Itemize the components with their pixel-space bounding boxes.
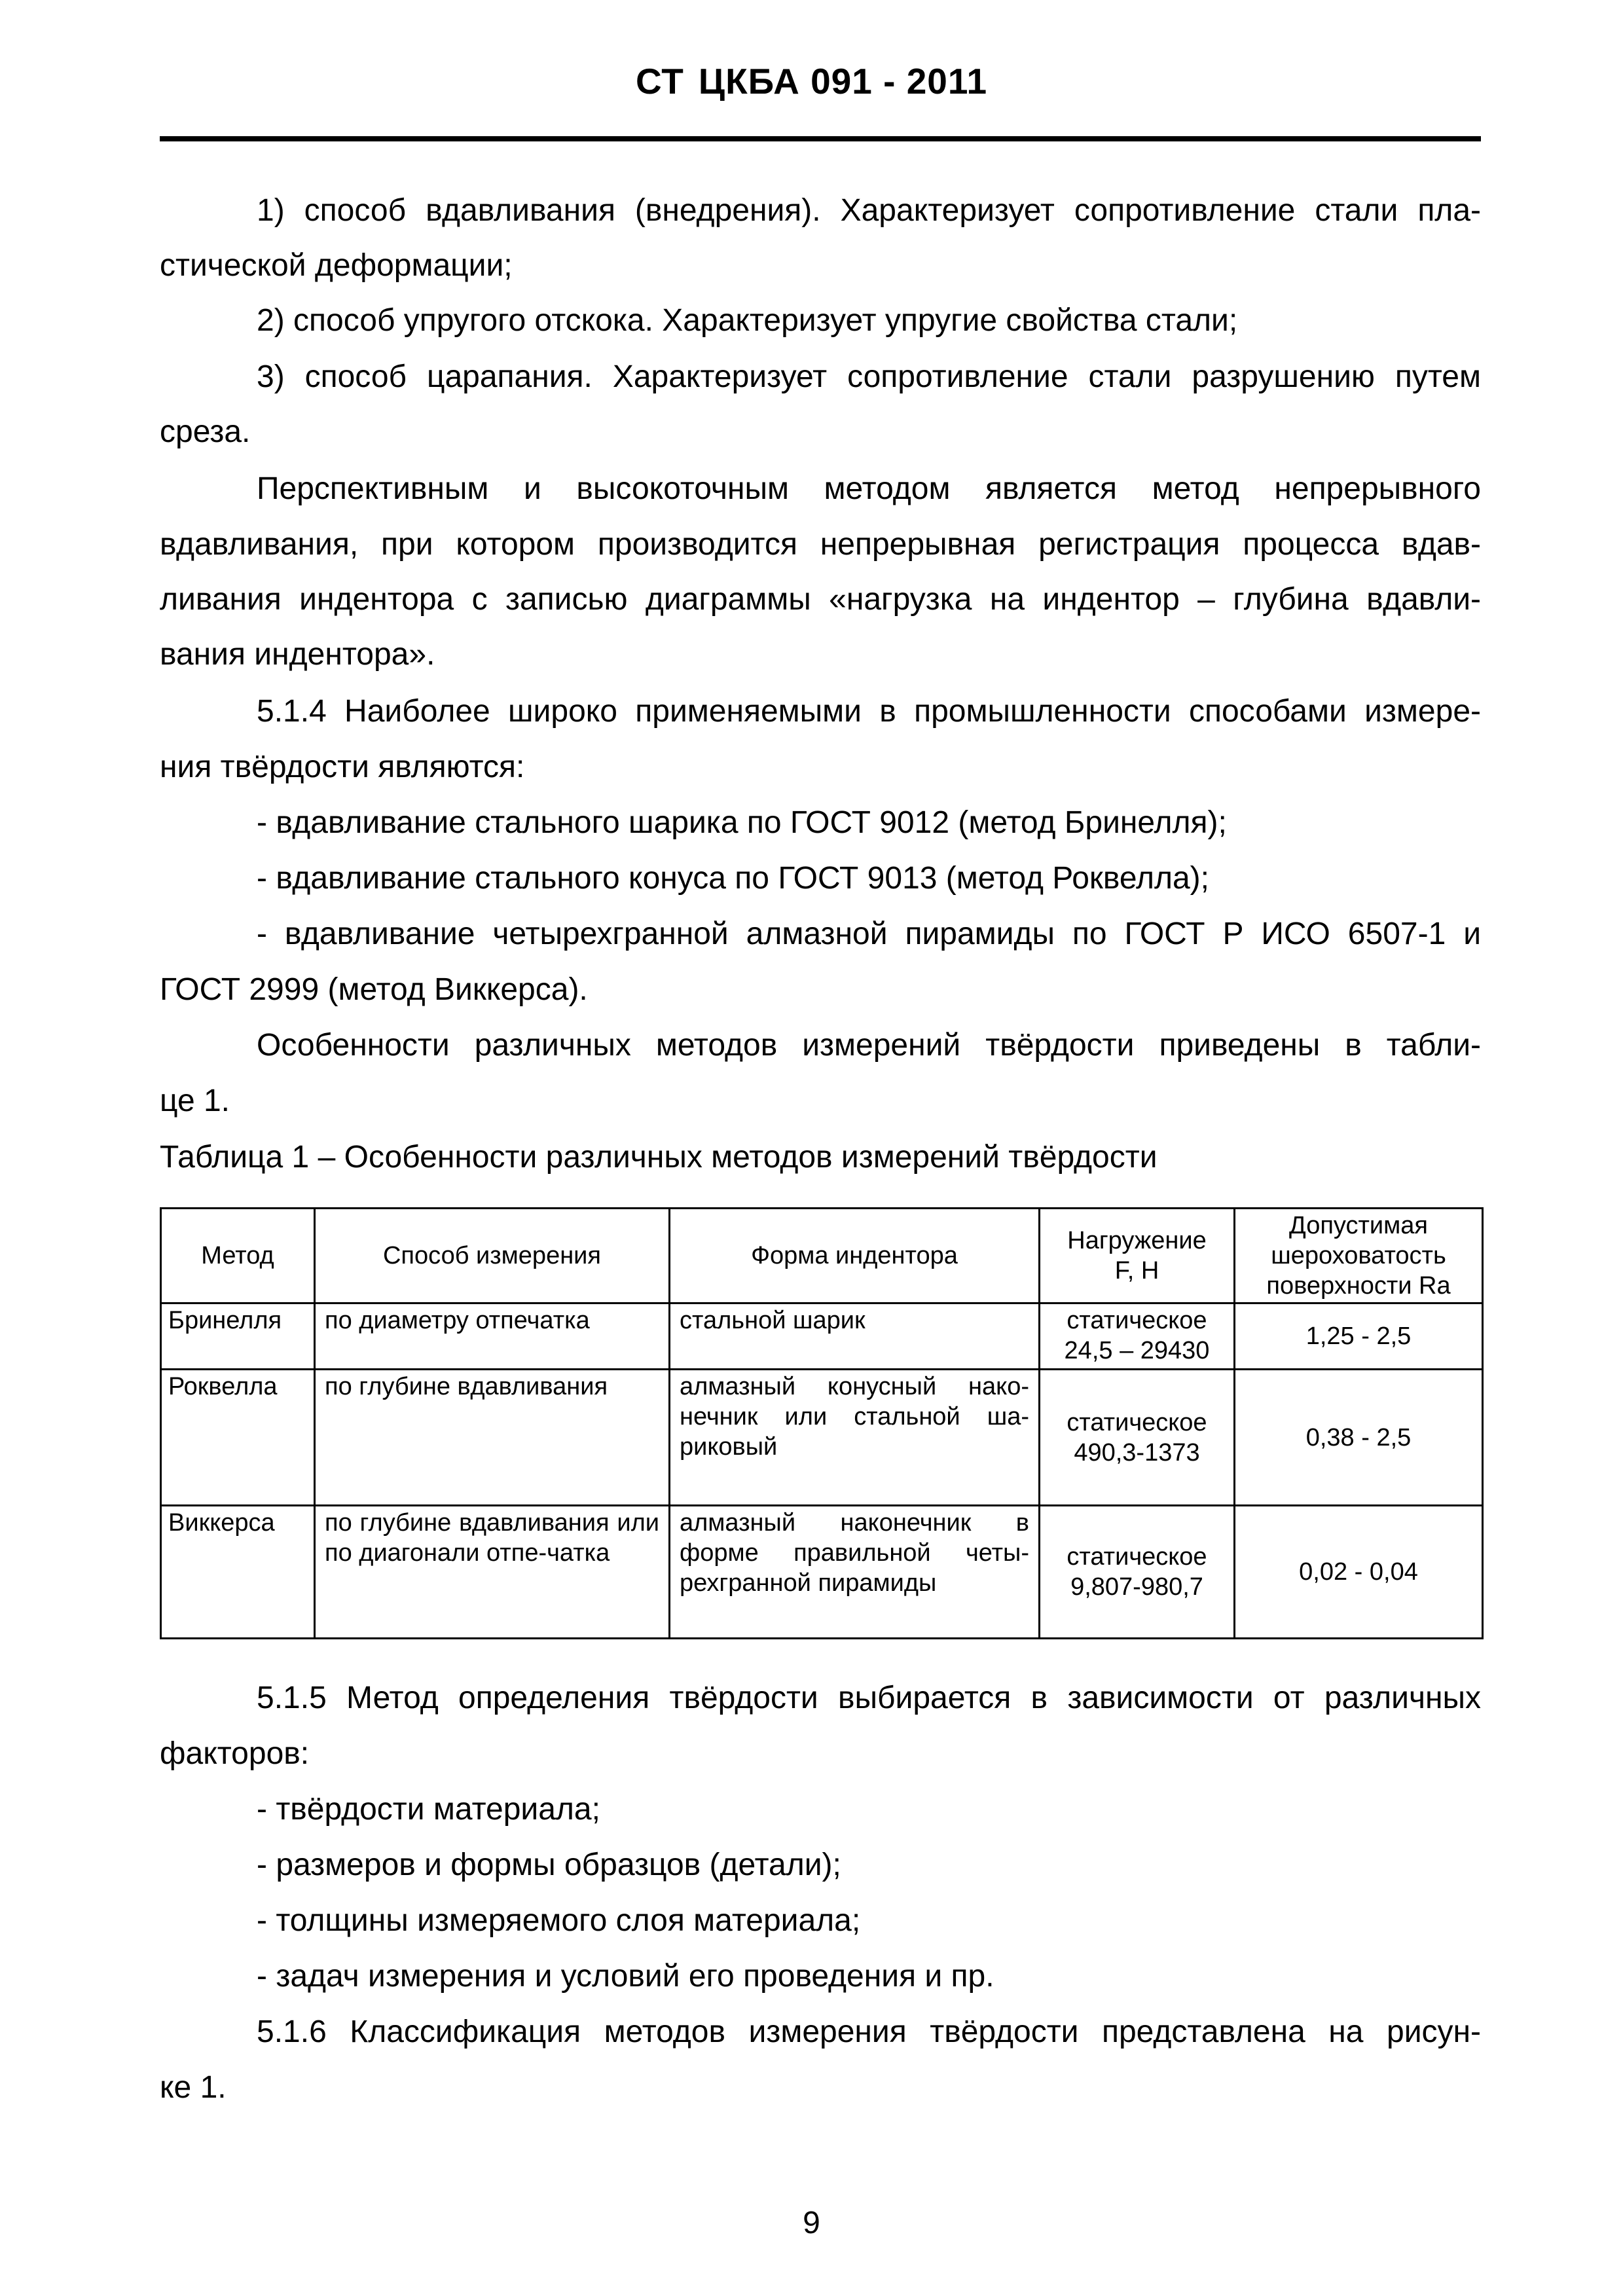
paragraph-line: 2) способ упругого отскока. Характеризует упругие свойства стали; bbox=[257, 303, 1238, 338]
table-row bbox=[161, 1303, 1483, 1370]
list-item: - вдавливание четырехгранной алмазной пирамиды по ГОСТ Р ИСО 6507-1 и bbox=[257, 917, 1481, 951]
doc-code-prefix: СТ bbox=[635, 61, 684, 101]
paragraph-line: 5.1.6 Классификация методов измерения твёрдости представлена на рисун- bbox=[257, 2014, 1481, 2049]
cell-method: Виккерса bbox=[161, 1506, 315, 1639]
list-item: ГОСТ 2999 (метод Виккерса). bbox=[160, 972, 588, 1007]
column-header-way: Способ измерения bbox=[315, 1209, 670, 1303]
table-caption: Таблица 1 – Особенности различных методов измерений твёрдости bbox=[160, 1140, 1158, 1175]
cell-load: статическое 9,807-980,7 bbox=[1040, 1506, 1235, 1639]
paragraph-line: це 1. bbox=[160, 1084, 230, 1118]
paragraph-line: ливания индентора с записью диаграммы «нагрузка на индентор – глубина вдавли- bbox=[160, 582, 1481, 617]
paragraph-line: ния твёрдости являются: bbox=[160, 750, 525, 784]
paragraph-line: вания индентора». bbox=[160, 637, 435, 672]
paragraph-line: 5.1.5 Метод определения твёрдости выбирается в зависимости от различных bbox=[257, 1681, 1481, 1715]
cell-way: по глубине вдавливания или по диагонали отпе-чатка bbox=[315, 1506, 670, 1639]
list-item: - твёрдости материала; bbox=[257, 1792, 600, 1827]
cell-roughness: 0,02 - 0,04 bbox=[1235, 1506, 1483, 1639]
cell-way: по диаметру отпечатка bbox=[315, 1303, 670, 1370]
paragraph-line: ке 1. bbox=[160, 2070, 227, 2105]
paragraph-line: 5.1.4 Наиболее широко применяемыми в промышленности способами измере- bbox=[257, 694, 1481, 729]
paragraph-line: Особенности различных методов измерений твёрдости приведены в табли- bbox=[257, 1028, 1481, 1063]
cell-method: Бринелля bbox=[161, 1303, 315, 1370]
list-item: - вдавливание стального конуса по ГОСТ 9013 (метод Роквелла); bbox=[257, 861, 1209, 896]
paragraph-line: стической деформации; bbox=[160, 248, 513, 283]
table-row bbox=[161, 1370, 1483, 1506]
document-header bbox=[0, 60, 1623, 102]
cell-way: по глубине вдавливания bbox=[315, 1370, 670, 1506]
paragraph-line: 3) способ царапания. Характеризует сопротивление стали разрушению путем bbox=[257, 359, 1481, 394]
cell-method: Роквелла bbox=[161, 1370, 315, 1506]
cell-roughness: 1,25 - 2,5 bbox=[1235, 1303, 1483, 1370]
list-item: - задач измерения и условий его проведения и пр. bbox=[257, 1959, 994, 1994]
list-item: - толщины измеряемого слоя материала; bbox=[257, 1903, 861, 1938]
cell-indenter: алмазный наконечник в форме правильной четы-рехгранной пирамиды bbox=[670, 1506, 1040, 1639]
list-item: - размеров и формы образцов (детали); bbox=[257, 1848, 841, 1882]
paragraph-line: 1) способ вдавливания (внедрения). Характеризует сопротивление стали пла- bbox=[257, 193, 1481, 228]
column-header-roughness: Допустимая шероховатость поверхности Ra bbox=[1235, 1209, 1483, 1303]
doc-code: ЦКБА 091 - 2011 bbox=[698, 61, 988, 101]
table-header-row bbox=[161, 1209, 1483, 1303]
paragraph-line: факторов: bbox=[160, 1736, 310, 1771]
cell-roughness: 0,38 - 2,5 bbox=[1235, 1370, 1483, 1506]
hardness-methods-table bbox=[160, 1207, 1484, 1639]
cell-indenter: стальной шарик bbox=[670, 1303, 1040, 1370]
column-header-indenter: Форма индентора bbox=[670, 1209, 1040, 1303]
paragraph-line: вдавливания, при котором производится непрерывная регистрация процесса вдав- bbox=[160, 527, 1481, 562]
paragraph-line: Перспективным и высокоточным методом является метод непрерывного bbox=[257, 471, 1481, 506]
cell-load: статическое 490,3-1373 bbox=[1040, 1370, 1235, 1506]
page-number: 9 bbox=[803, 2206, 820, 2240]
cell-load: статическое 24,5 – 29430 bbox=[1040, 1303, 1235, 1370]
list-item: - вдавливание стального шарика по ГОСТ 9012 (метод Бринелля); bbox=[257, 805, 1227, 840]
table-row bbox=[161, 1506, 1483, 1639]
header-rule bbox=[160, 136, 1481, 141]
column-header-method: Метод bbox=[161, 1209, 315, 1303]
column-header-load: Нагружение F, Н bbox=[1040, 1209, 1235, 1303]
cell-indenter: алмазный конусный нако-нечник или стальной ша-риковый bbox=[670, 1370, 1040, 1506]
paragraph-line: среза. bbox=[160, 414, 251, 449]
